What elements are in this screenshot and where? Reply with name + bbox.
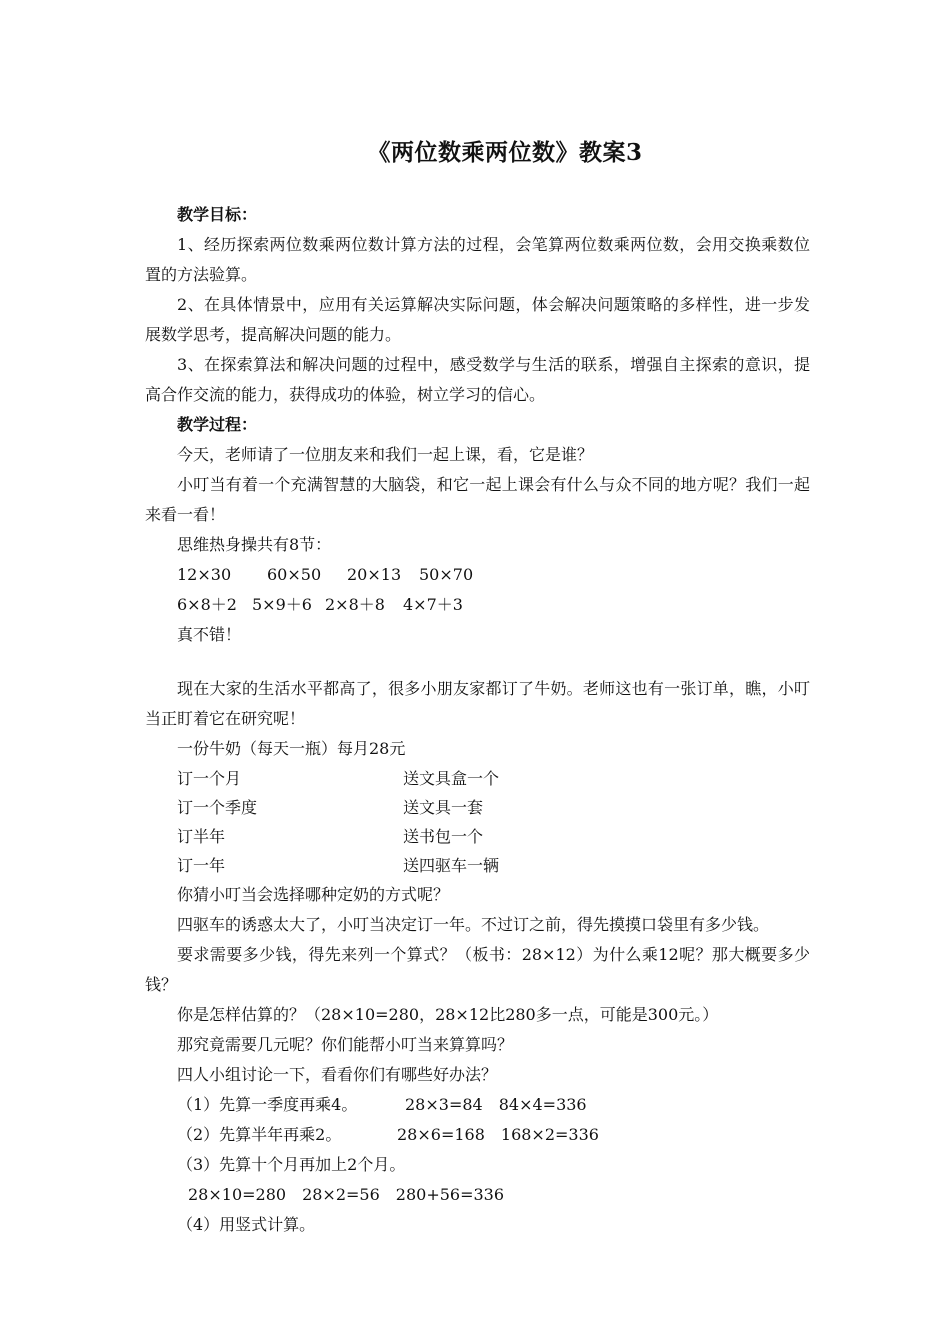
warmup-item: 50×70 bbox=[419, 565, 474, 584]
document-body bbox=[145, 200, 810, 1240]
warmup-item: 4×7＋3 bbox=[403, 595, 463, 614]
intro-paragraph-2: 小叮当有着一个充满智慧的大脑袋，和它一起上课会有什么与众不同的地方呢？我们一起来看一看！ bbox=[145, 475, 810, 524]
offer-gift: 送文具盒一个 bbox=[403, 769, 500, 788]
method-2-calc: 28×6=168 168×2=336 bbox=[397, 1125, 599, 1144]
warmup-item: 20×13 bbox=[347, 565, 402, 584]
method-1-calc: 28×3=84 84×4=336 bbox=[405, 1095, 587, 1114]
warmup-row-2 bbox=[177, 590, 810, 620]
estimate-text: 你是怎样估算的？（28×10=280，28×12比280多一点，可能是300元。） bbox=[177, 1005, 719, 1024]
offer-plan: 订一个季度 bbox=[177, 798, 258, 817]
method-3-calc: 28×10=280 28×2=56 280+56=336 bbox=[188, 1185, 505, 1204]
method-4: （4）用竖式计算。 bbox=[177, 1215, 316, 1234]
decision-text: 四驱车的诱惑太大了，小叮当决定订一年。不过订之前，得先摸摸口袋里有多少钱。 bbox=[177, 915, 770, 934]
offer-gift: 送文具一套 bbox=[403, 798, 484, 817]
warmup-item: 12×30 bbox=[177, 565, 232, 584]
method-2-text: （2）先算半年再乘2。 bbox=[177, 1125, 342, 1144]
warmup-item: 5×9＋6 bbox=[252, 595, 312, 614]
offer-list bbox=[177, 764, 810, 880]
offer-plan: 订半年 bbox=[177, 827, 226, 846]
offer-gift: 送书包一个 bbox=[403, 827, 484, 846]
discussion-text: 四人小组讨论一下，看看你们有哪些好办法？ bbox=[177, 1065, 498, 1084]
offer-plan: 订一个月 bbox=[177, 769, 242, 788]
blank-line bbox=[145, 650, 810, 674]
question-1: 你猜小叮当会选择哪种定奶的方式呢？ bbox=[177, 885, 450, 904]
objectives-heading: 教学目标： bbox=[177, 205, 258, 224]
offer-gift: 送四驱车一辆 bbox=[403, 856, 500, 875]
warmup-item: 2×8＋8 bbox=[325, 595, 385, 614]
method-2 bbox=[177, 1120, 810, 1150]
method-3: （3）先算十个月再加上2个月。 bbox=[177, 1155, 406, 1174]
objective-1: 1、经历探索两位数乘两位数计算方法的过程，会笔算两位数乘两位数，会用交换乘数位置的方法验算。 bbox=[145, 235, 810, 284]
praise-text: 真不错！ bbox=[177, 625, 242, 644]
warmup-item: 60×50 bbox=[267, 565, 322, 584]
warmup-label: 思维热身操共有8节： bbox=[177, 535, 332, 554]
objective-3: 3、在探索算法和解决问题的过程中，感受数学与生活的联系，增强自主探索的意识，提高合作交流的能力，获得成功的体验，树立学习的信心。 bbox=[145, 355, 810, 404]
method-1-text: （1）先算一季度再乘4。 bbox=[177, 1095, 358, 1114]
document-title: 《两位数乘两位数》教案3 bbox=[367, 139, 643, 166]
warmup-item: 6×8＋2 bbox=[177, 595, 237, 614]
process-heading: 教学过程： bbox=[177, 415, 258, 434]
warmup-row-1 bbox=[177, 560, 810, 590]
objective-2: 2、在具体情景中，应用有关运算解决实际问题，体会解决问题策略的多样性，进一步发展数学思考，提高解决问题的能力。 bbox=[145, 295, 810, 344]
milk-intro: 现在大家的生活水平都高了，很多小朋友家都订了牛奶。老师这也有一张订单，瞧，小叮当正盯着它在研究呢！ bbox=[145, 679, 810, 728]
method-1 bbox=[177, 1090, 810, 1120]
question-2: 要求需要多少钱，得先来列一个算式？（板书：28×12）为什么乘12呢？那大概要多少钱？ bbox=[145, 945, 810, 994]
offer-plan: 订一年 bbox=[177, 856, 226, 875]
milk-price: 一份牛奶（每天一瓶）每月28元 bbox=[177, 739, 406, 758]
question-3: 那究竟需要几元呢？你们能帮小叮当来算算吗？ bbox=[177, 1035, 514, 1054]
intro-paragraph-1: 今天，老师请了一位朋友来和我们一起上课，看，它是谁？ bbox=[177, 445, 594, 464]
